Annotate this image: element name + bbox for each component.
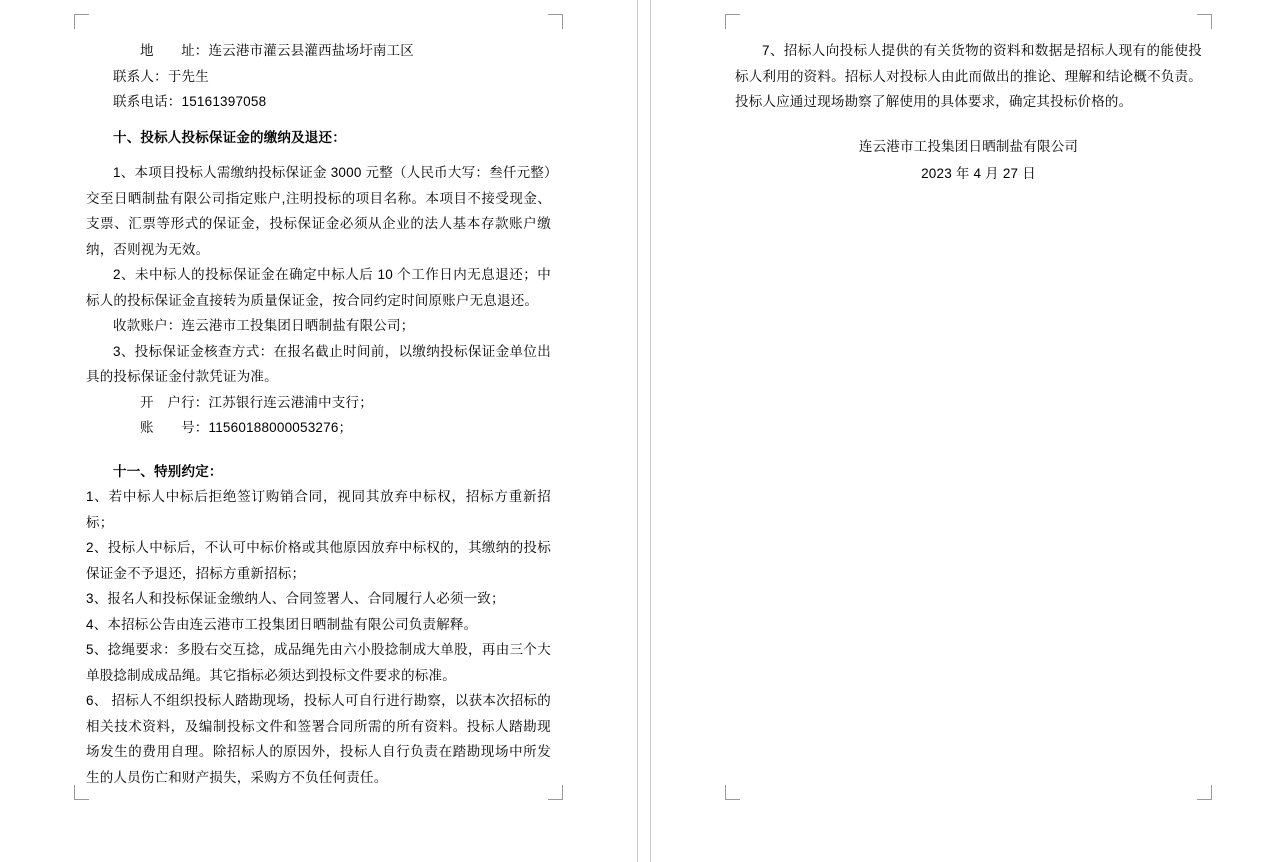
spacer xyxy=(86,441,551,459)
bank-account-value: 11560188000053276； xyxy=(208,420,353,435)
document-page-left xyxy=(0,0,638,862)
spacer xyxy=(735,115,1202,133)
left-page-content xyxy=(86,38,551,792)
bank-account-label: 账 号： xyxy=(140,420,209,435)
contact-person-label: 联系人： xyxy=(113,68,168,84)
section-ten-paragraph-3: 收款账户：连云港市工投集团日晒制盐有限公司； xyxy=(113,318,415,333)
section-ten-paragraph-4: 3、投标保证金核查方式：在报名截止时间前，以缴纳投标保证金单位出具的投标保证金付款凭证为准。 xyxy=(86,343,551,384)
address-label: 地 址： xyxy=(140,43,209,58)
section-eleven-item-3: 3、报名人和投标保证金缴纳人、合同签署人、合同履行人必须一致； xyxy=(86,591,505,606)
contact-person-line xyxy=(86,64,551,90)
bank-branch-line xyxy=(86,390,551,416)
section-eleven-item-4: 4、本招标公告由连云港市工投集团日晒制盐有限公司负责解释。 xyxy=(86,616,478,632)
section-eleven-item-7: 7、招标人向投标人提供的有关货物的资料和数据是招标人现有的能使投标人利用的资料。招标人对投标人由此而做出的推论、理解和结论概不负责。投标人应通过现场勘察了解使用的具体要求，确定其投标价格的。 xyxy=(735,43,1202,109)
bank-branch-value: 江苏银行连云港浦中支行； xyxy=(208,394,373,410)
crop-mark-top-right xyxy=(1197,14,1212,29)
crop-mark-top-right xyxy=(548,14,563,29)
contact-person-value: 于先生 xyxy=(167,68,209,84)
bank-account-line xyxy=(86,415,551,441)
bank-branch-label: 开 户行： xyxy=(140,394,209,410)
contact-phone-line xyxy=(86,89,551,115)
section-ten-paragraph-1: 1、本项目投标人需缴纳投标保证金 3000 元整（人民币大写：叁仟元整）交至日晒制盐有限公司指定账户,注明投标的项目名称。本项目不接受现金、支票、汇票等形式的保证金，投标保证金必须从企业的法人基本存款账户缴纳，否则视为无效。 xyxy=(86,165,551,257)
signature-date: 2023 年 4 月 27 日 xyxy=(921,165,1036,181)
page-gutter xyxy=(638,0,650,862)
spacer xyxy=(86,115,551,125)
section-eleven-item-1: 1、若中标人中标后拒绝签订购销合同，视同其放弃中标权，招标方重新招标； xyxy=(86,489,551,530)
section-eleven-item-2: 2、投标人中标后，不认可中标价格或其他原因放弃中标权的，其缴纳的投标保证金不予退还，招标方重新招标； xyxy=(86,540,551,581)
contact-phone-label: 联系电话： xyxy=(113,94,182,109)
signature-company: 连云港市工投集团日晒制盐有限公司 xyxy=(858,138,1079,154)
address-line xyxy=(86,38,551,64)
section-ten-heading: 十、投标人投标保证金的缴纳及退还： xyxy=(113,129,346,145)
section-eleven-heading: 十一、特别约定： xyxy=(113,463,223,479)
address-value: 连云港市灌云县灌西盐场圩南工区 xyxy=(208,43,414,58)
spacer xyxy=(86,150,551,160)
section-ten-paragraph-2: 2、未中标人的投标保证金在确定中标人后 10 个工作日内无息退还；中标人的投标保证金直接转为质量保证金，按合同约定时间原账户无息退还。 xyxy=(86,267,551,308)
section-eleven-item-6: 6、 招标人不组织投标人踏勘现场，投标人可自行进行勘察，以获本次招标的相关技术资料，及编制投标文件和签署合同所需的所有资料。投标人踏勘现场发生的费用自理。除招标人的原因外，投标人自行负责在踏勘现场中所发生的人员伤亡和财产损失，采购方不负任何责任。 xyxy=(86,693,551,785)
crop-mark-top-left xyxy=(74,14,89,29)
right-page-content xyxy=(735,38,1202,792)
crop-mark-top-left xyxy=(725,14,740,29)
section-eleven-item-5: 5、捻绳要求：多股右交互捻，成品绳先由六小股捻制成大单股，再由三个大单股捻制成成品绳。其它指标必须达到投标文件要求的标准。 xyxy=(86,642,551,683)
document-page-right xyxy=(650,0,1286,862)
contact-phone-value: 15161397058 xyxy=(181,94,267,109)
